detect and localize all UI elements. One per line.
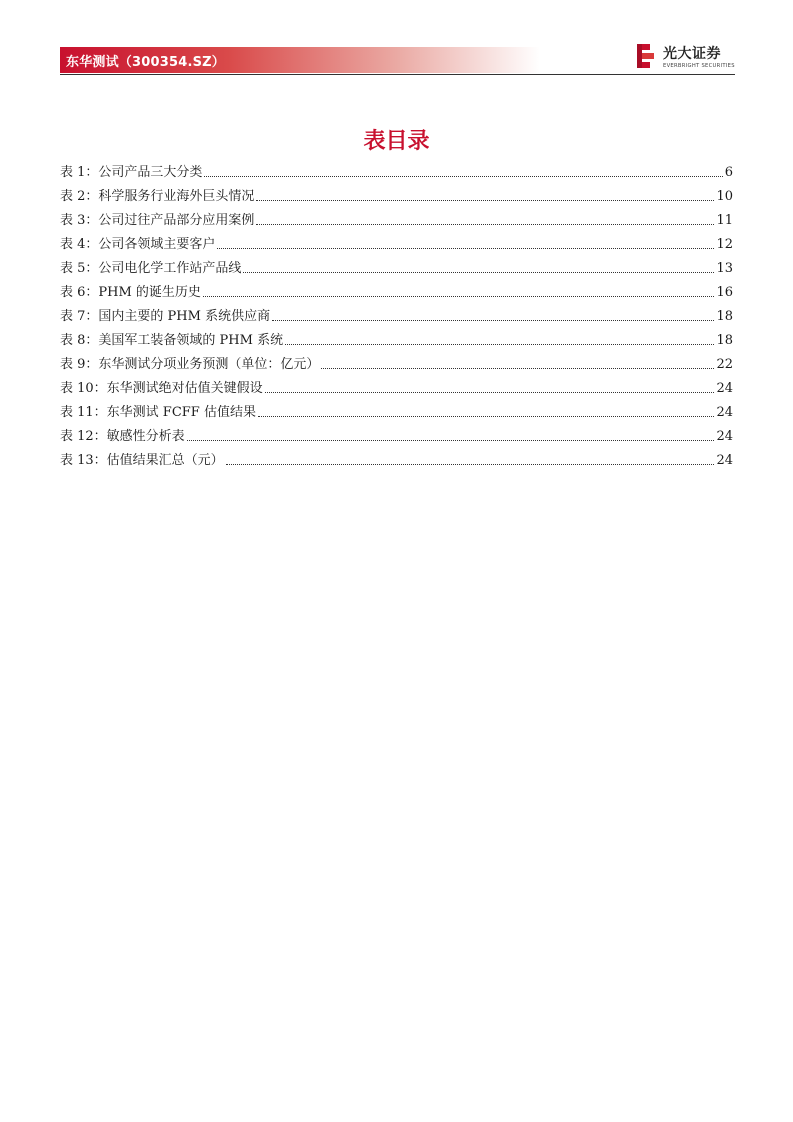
toc-entry[interactable] (60, 329, 733, 353)
toc-leader-dots (203, 295, 715, 297)
toc-entry-label: 表 5：公司电化学工作站产品线 (60, 261, 242, 276)
toc-entry-page: 16 (716, 285, 733, 300)
toc-entry-label: 表 3：公司过往产品部分应用案例 (60, 213, 255, 228)
toc-entry-label: 表 9：东华测试分项业务预测（单位：亿元） (60, 357, 320, 372)
toc-leader-dots (272, 319, 714, 321)
toc-entry-page: 13 (716, 261, 733, 276)
toc-entry-label: 表 4：公司各领域主要客户 (60, 237, 216, 252)
toc-entry-page: 11 (716, 213, 733, 228)
toc-entry-page: 10 (716, 189, 733, 204)
toc-entry-label: 表 6：PHM 的诞生历史 (60, 285, 201, 300)
toc-leader-dots (217, 247, 714, 249)
toc-leader-dots (226, 463, 715, 465)
toc-entry-label: 表 12：敏感性分析表 (60, 429, 185, 444)
toc-entry-page: 22 (716, 357, 733, 372)
toc-entry-page: 12 (716, 237, 733, 252)
toc-entry-page: 6 (724, 165, 733, 180)
toc-entry-label: 表 8：美国军工装备领域的 PHM 系统 (60, 333, 284, 348)
toc-entry[interactable] (60, 401, 733, 425)
toc-entry[interactable] (60, 377, 733, 401)
table-of-contents (60, 161, 733, 473)
toc-leader-dots (256, 223, 714, 225)
toc-entry[interactable] (60, 257, 733, 281)
toc-entry[interactable] (60, 233, 733, 257)
brand-logo (636, 42, 736, 72)
toc-entry-label: 表 11：东华测试 FCFF 估值结果 (60, 405, 256, 420)
toc-entry-label: 表 13：估值结果汇总（元） (60, 453, 224, 468)
toc-entry-page: 24 (716, 405, 733, 420)
toc-leader-dots (256, 199, 714, 201)
logo-chinese-name: 光大证券 (663, 46, 721, 62)
toc-entry[interactable] (60, 185, 733, 209)
report-company-title: 东华测试（300354.SZ） (66, 55, 226, 70)
toc-entry[interactable] (60, 209, 733, 233)
everbright-logo-icon (636, 42, 656, 72)
toc-entry-page: 18 (716, 309, 733, 324)
toc-entry[interactable] (60, 425, 733, 449)
toc-entry[interactable] (60, 305, 733, 329)
toc-leader-dots (204, 175, 722, 177)
toc-leader-dots (285, 343, 714, 345)
toc-leader-dots (243, 271, 714, 273)
toc-entry[interactable] (60, 281, 733, 305)
toc-entry-page: 24 (716, 381, 733, 396)
toc-leader-dots (187, 439, 715, 441)
toc-leader-dots (321, 367, 714, 369)
toc-entry-label: 表 7：国内主要的 PHM 系统供应商 (60, 309, 271, 324)
toc-entry[interactable] (60, 161, 733, 185)
toc-entry-page: 18 (716, 333, 733, 348)
toc-entry-label: 表 1：公司产品三大分类 (60, 165, 203, 180)
toc-entry-page: 24 (716, 453, 733, 468)
toc-entry-label: 表 2：科学服务行业海外巨头情况 (60, 189, 255, 204)
toc-leader-dots (258, 415, 715, 417)
toc-entry[interactable] (60, 449, 733, 473)
logo-english-name: EVERBRIGHT SECURITIES (663, 63, 735, 69)
toc-leader-dots (265, 391, 715, 393)
toc-entry[interactable] (60, 353, 733, 377)
header-divider (60, 74, 735, 75)
page-title: 表目录 (363, 129, 430, 154)
toc-entry-page: 24 (716, 429, 733, 444)
toc-entry-label: 表 10：东华测试绝对估值关键假设 (60, 381, 263, 396)
